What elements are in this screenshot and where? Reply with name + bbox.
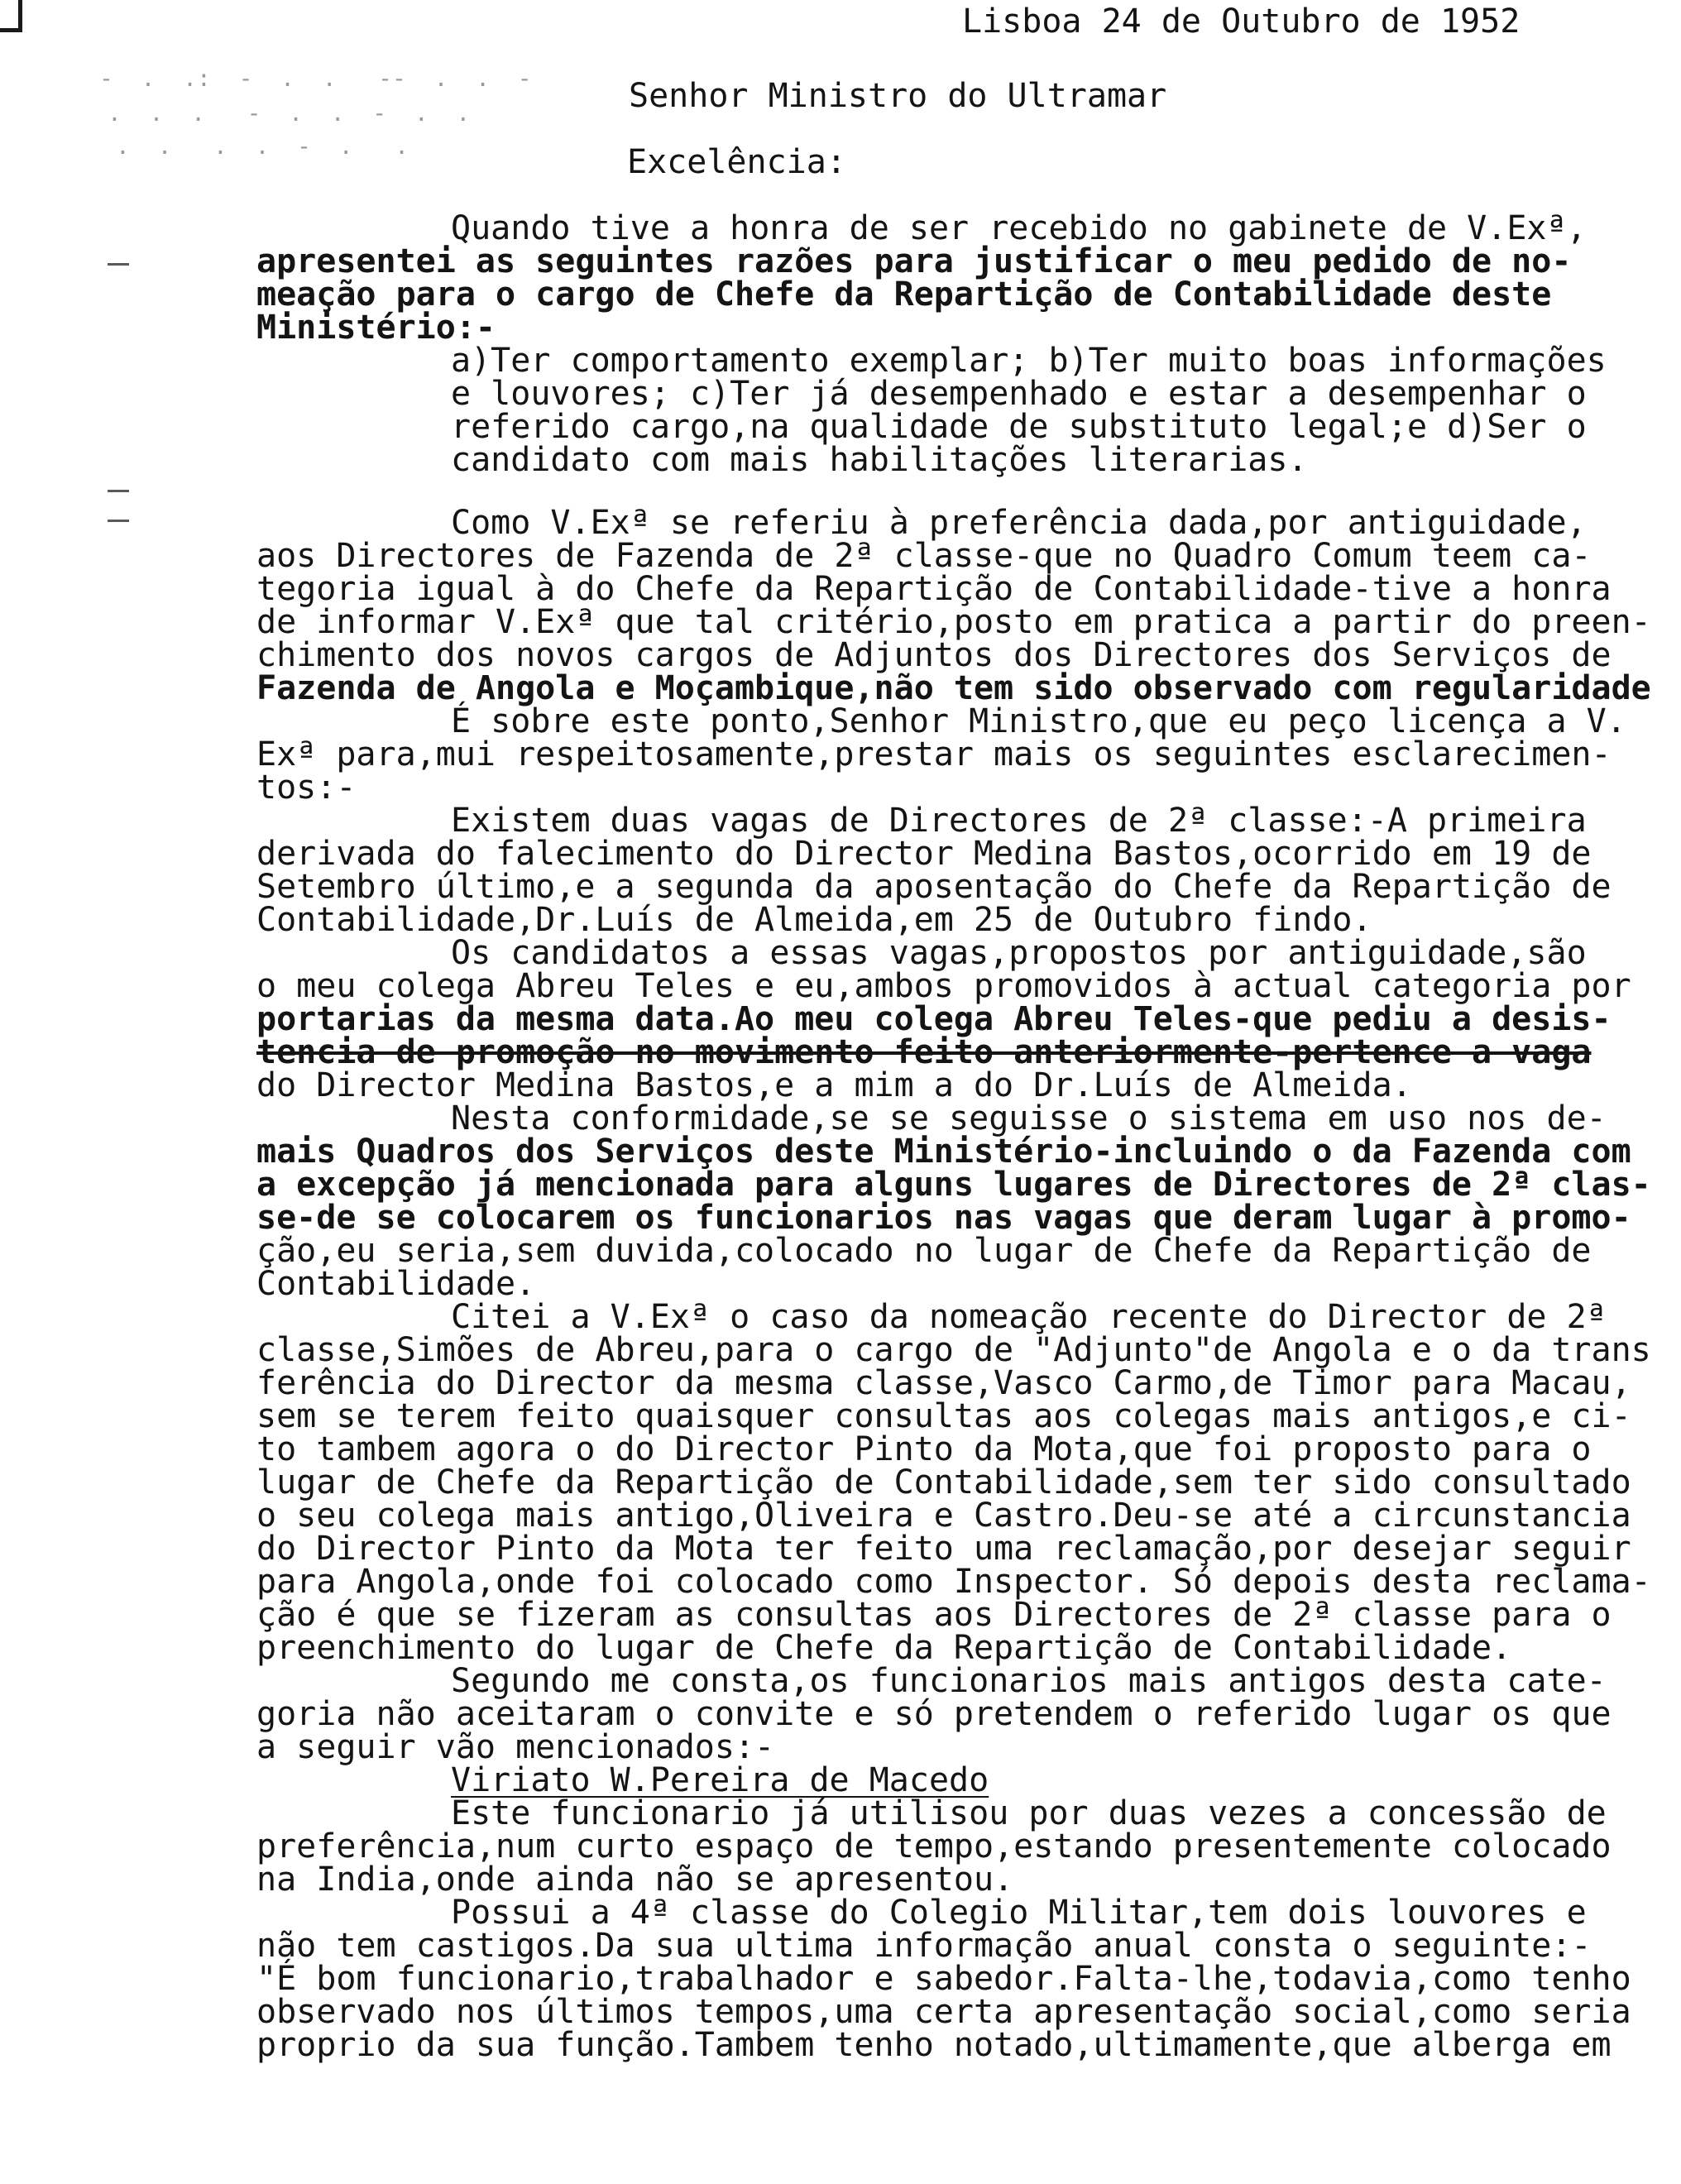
body-line: ção é que se fizeram as consultas aos Directores de 2ª classe para o: [256, 1596, 1612, 1634]
body-line: derivada do falecimento do Director Medina Bastos,ocorrido em 19 de: [256, 835, 1592, 873]
body-line: sem se terem feito quaisquer consultas aos colegas mais antigos,e ci-: [256, 1397, 1631, 1435]
struck-through-line: tencia de promoção no movimento feito anteriormente-pertence a vaga: [256, 1033, 1592, 1071]
corner-bracket-mark: [0, 0, 22, 32]
body-line: não tem castigos.Da sua ultima informação anual consta o seguinte:-: [256, 1927, 1592, 1965]
date-line: Lisboa 24 de Outubro de 1952: [962, 2, 1521, 41]
bleed-through-marks: . . . - . . - . .: [108, 99, 471, 127]
margin-dash: [108, 490, 129, 492]
body-line: Citei a V.Exª o caso da nomeação recente do Director de 2ª: [451, 1298, 1607, 1336]
body-line: observado nos últimos tempos,uma certa apresentação social,como seria: [256, 1993, 1631, 2031]
body-line: "É bom funcionario,trabalhador e sabedor.Falta-lhe,todavia,como tenho: [256, 1960, 1631, 1998]
body-line: se-de se colocarem os funcionarios nas vagas que deram lugar à promo-: [256, 1199, 1631, 1237]
body-line: do Director Medina Bastos,e a mim a do Dr.Luís de Almeida.: [256, 1066, 1412, 1104]
body-line: Contabilidade,Dr.Luís de Almeida,em 25 de Outubro findo.: [256, 901, 1372, 939]
body-line: Quando tive a honra de ser recebido no gabinete de V.Exª,: [451, 209, 1587, 247]
body-line: o seu colega mais antigo,Oliveira e Castro.Deu-se até a circunstancia: [256, 1497, 1631, 1535]
body-line: Fazenda de Angola e Moçambique,não tem sido observado com regularidade: [256, 669, 1651, 707]
body-line: Setembro último,e a segunda da aposentação do Chefe da Repartição de: [256, 868, 1612, 906]
addressee-line: Senhor Ministro do Ultramar: [629, 77, 1167, 115]
body-line: Os candidatos a essas vagas,propostos por antiguidade,são: [451, 934, 1587, 972]
body-line: apresentei as seguintes razões para justificar o meu pedido de no-: [256, 242, 1572, 280]
body-line: aos Directores de Fazenda de 2ª classe-que no Quadro Comum teem ca-: [256, 537, 1592, 575]
body-line: classe,Simões de Abreu,para o cargo de "Adjunto"de Angola e o da trans: [256, 1331, 1651, 1369]
body-line: Ministério:-: [256, 309, 496, 347]
bleed-through-marks: . . . . - . .: [116, 132, 409, 160]
body-line: de informar V.Exª que tal critério,posto em pratica a partir do preen-: [256, 603, 1651, 641]
body-line: Este funcionario já utilisou por duas vezes a concessão de: [451, 1794, 1607, 1832]
body-line: ferência do Director da mesma classe,Vasco Carmo,de Timor para Macau,: [256, 1364, 1631, 1402]
body-line: to tambem agora o do Director Pinto da Mota,que foi proposto para o: [256, 1430, 1592, 1468]
body-line: a excepção já mencionada para alguns lugares de Directores de 2ª clas-: [256, 1166, 1651, 1204]
body-line: para Angola,onde foi colocado como Inspector. Só depois desta reclama-: [256, 1563, 1651, 1601]
body-line: o meu colega Abreu Teles e eu,ambos promovidos à actual categoria por: [256, 967, 1631, 1005]
body-line: goria não aceitaram o convite e só pretendem o referido lugar os que: [256, 1695, 1612, 1733]
body-line: lugar de Chefe da Repartição de Contabilidade,sem ter sido consultado: [256, 1463, 1631, 1502]
body-line: proprio da sua função.Tambem tenho notado,ultimamente,que alberga em: [256, 2026, 1612, 2064]
body-line: Nesta conformidade,se se seguisse o sistema em uso nos de-: [451, 1099, 1607, 1138]
body-line: Possui a 4ª classe do Colegio Militar,tem dois louvores e: [451, 1894, 1587, 1932]
body-line: ção,eu seria,sem duvida,colocado no lugar de Chefe da Repartição de: [256, 1232, 1592, 1270]
margin-dash: [108, 520, 129, 522]
body-line: portarias da mesma data.Ao meu colega Abreu Teles-que pediu a desis-: [256, 1000, 1612, 1038]
body-line: mais Quadros dos Serviços deste Ministério-incluindo o da Fazenda com: [256, 1133, 1631, 1171]
body-line: meação para o cargo de Chefe da Repartição de Contabilidade deste: [256, 275, 1552, 314]
body-line: Exª para,mui respeitosamente,prestar mais os seguintes esclarecimen-: [256, 735, 1612, 774]
body-line: É sobre este ponto,Senhor Ministro,que eu peço licença a V.: [451, 702, 1626, 740]
body-line: e louvores; c)Ter já desempenhado e estar a desempenhar o: [451, 375, 1587, 413]
body-line: tos:-: [256, 769, 357, 807]
body-line: a seguir vão mencionados:-: [256, 1728, 775, 1766]
bleed-through-marks: - . .: - . . -- . . -: [99, 65, 532, 92]
body-line: Contabilidade.: [256, 1265, 536, 1303]
body-line: preferência,num curto espaço de tempo,estando presentemente colocado: [256, 1827, 1612, 1866]
body-line: do Director Pinto da Mota ter feito uma reclamação,por desejar seguir: [256, 1530, 1631, 1568]
body-line: na India,onde ainda não se apresentou.: [256, 1861, 1014, 1899]
body-line: Como V.Exª se referiu à preferência dada,por antiguidade,: [451, 504, 1587, 542]
candidate-name-heading: Viriato W.Pereira de Macedo: [451, 1761, 989, 1799]
body-line: a)Ter comportamento exemplar; b)Ter muito boas informações: [451, 342, 1607, 380]
body-line: preenchimento do lugar de Chefe da Repartição de Contabilidade.: [256, 1629, 1512, 1667]
body-line: referido cargo,na qualidade de substituto legal;e d)Ser o: [451, 408, 1587, 446]
salutation-line: Excelência:: [627, 143, 846, 181]
body-line: tegoria igual à do Chefe da Repartição de Contabilidade-tive a honra: [256, 570, 1612, 608]
body-line: candidato com mais habilitações literarias.: [451, 441, 1308, 479]
body-line: chimento dos novos cargos de Adjuntos dos Directores dos Serviços de: [256, 636, 1612, 674]
body-line: Segundo me consta,os funcionarios mais antigos desta cate-: [451, 1662, 1607, 1700]
margin-dash: [108, 263, 129, 266]
body-line: Existem duas vagas de Directores de 2ª classe:-A primeira: [451, 802, 1587, 840]
